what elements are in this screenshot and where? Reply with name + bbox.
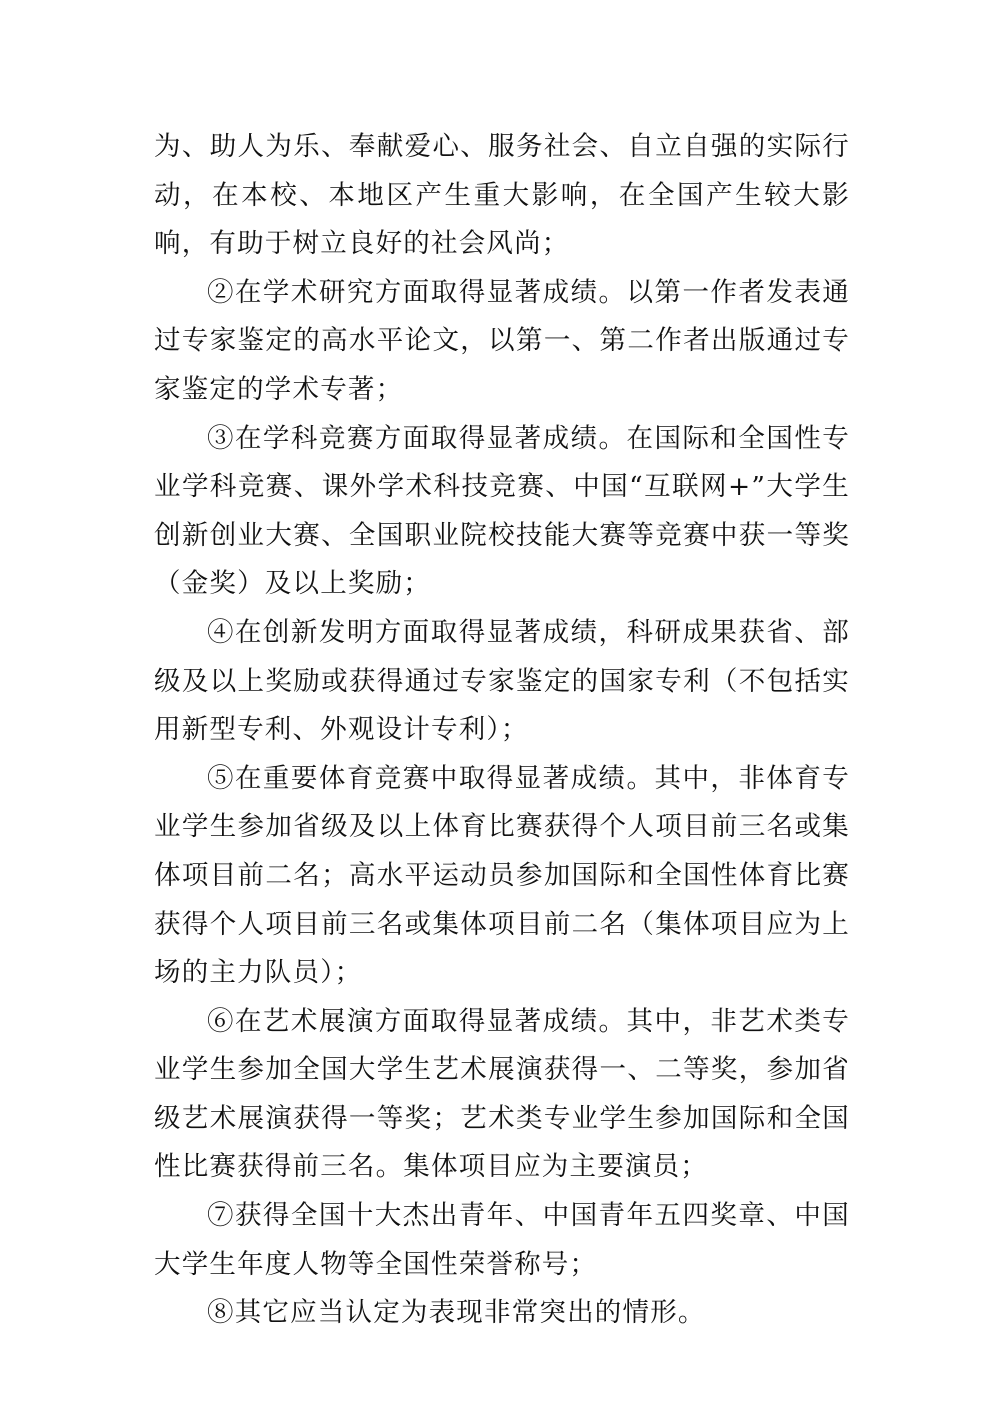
paragraph-item-6-arts: ⑥在艺术展演方面取得显著成绩。其中，非艺术类专业学生参加全国大学生艺术展演获得一、二等奖，参加省级艺术展演获得一等奖；艺术类专业学生参加国际和全国性比赛获得前三名。集体项目应为主要演员；: [154, 1005, 850, 1183]
paragraph-item-2-academic-research: ②在学术研究方面取得显著成绩。以第一作者发表通过专家鉴定的高水平论文，以第一、第二作者出版通过专家鉴定的学术专著；: [154, 276, 850, 405]
paragraph-item-5-sports: ⑤在重要体育竞赛中取得显著成绩。其中，非体育专业学生参加省级及以上体育比赛获得个人项目前三名或集体项目前二名；高水平运动员参加国际和全国性体育比赛获得个人项目前三名或集体项目前二名（集体项目应为上场的主力队员）；: [154, 762, 850, 989]
paragraph-item-7-honors: ⑦获得全国十大杰出青年、中国青年五四奖章、中国大学生年度人物等全国性荣誉称号；: [154, 1200, 850, 1280]
paragraph-item-8-other: ⑧其它应当认定为表现非常突出的情形。: [207, 1297, 706, 1329]
paragraph-item-3-subject-competition: ③在学科竞赛方面取得显著成绩。在国际和全国性专业学科竞赛、课外学术科技竞赛、中国“互联网+”大学生创新创业大赛、全国职业院校技能大赛等竞赛中获一等奖（金奖）及以上奖励；: [154, 422, 850, 600]
paragraph-continuation: 为、助人为乐、奉献爱心、服务社会、自立自强的实际行动，在本校、本地区产生重大影响，在全国产生较大影响，有助于树立良好的社会风尚；: [154, 131, 850, 260]
document-body: [154, 123, 850, 1338]
paragraph-item-4-innovation: ④在创新发明方面取得显著成绩，科研成果获省、部级及以上奖励或获得通过专家鉴定的国家专利（不包括实用新型专利、外观设计专利）；: [154, 616, 850, 746]
